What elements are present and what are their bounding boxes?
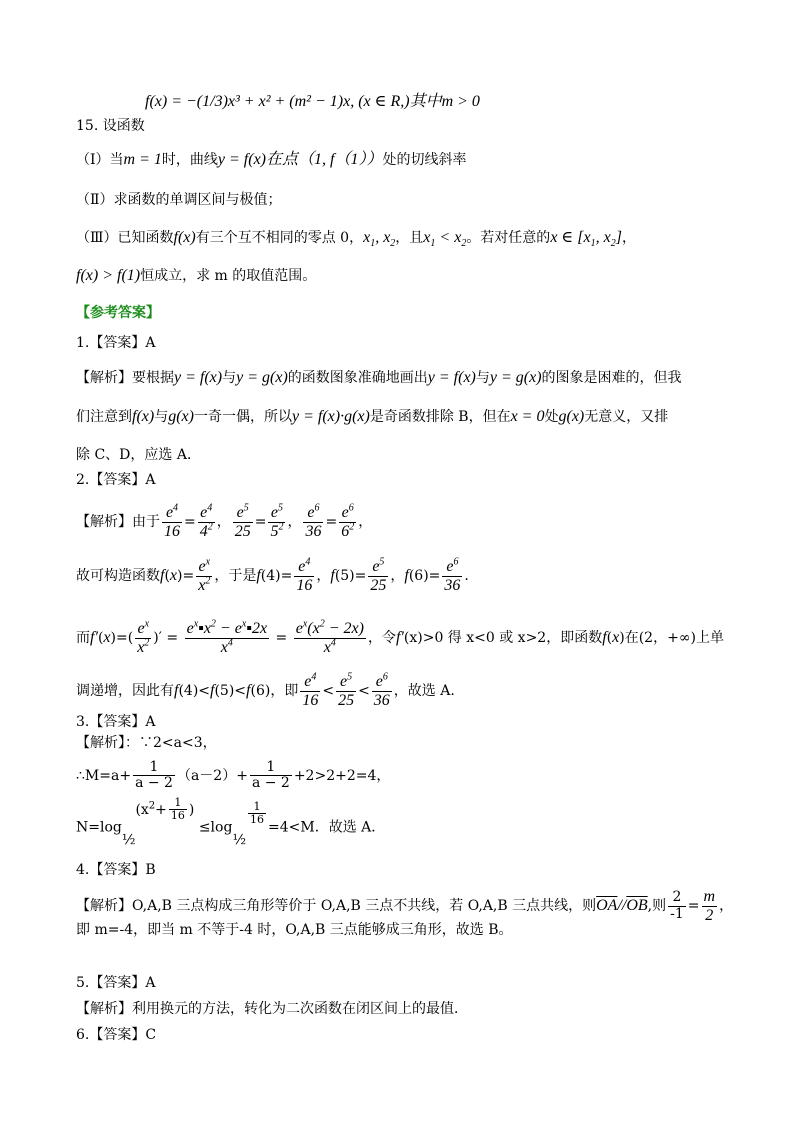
a1-line1: 【解析】要根据y = f(x)与y = g(x)的函数图象准确地画出y = f(x)与y = g(x)的图象是困难的，但我: [76, 369, 682, 386]
q15-part1-c: y = f(x)在点（1, f（1））: [217, 151, 383, 168]
a4-head-text: 4.【答案】B: [76, 862, 156, 878]
a2-l3-d: 在(2，+∞)上单: [624, 630, 724, 647]
a1-l2-d: 无意义，又排: [584, 409, 669, 425]
a2-line3: 而f′(x)=( $\frac{e^x}{x^2}$ )′ = $\frac{e^x▪x^2 - e^x▪2x}{x^4}$ = $\frac{e^x(x^2 - 2x)}{x^4}$ ，令f′(x)>0 得 x<0 或 x>2，即函数f(x)在(2，+∞)上单: [76, 618, 724, 656]
a2-l4-b: ，即: [270, 683, 299, 700]
a3-l3-b: ≤log: [198, 819, 233, 836]
a1-l1-b: 的函数图象准确地画出: [287, 370, 428, 386]
x-in-interval: x ∈ [$x_1$, $x_2$]: [550, 229, 622, 250]
q15-part1-a: （Ⅰ）当: [76, 152, 124, 168]
q15-part1: [76, 150, 466, 170]
a1-l1-a: 【解析】要根据: [76, 370, 174, 386]
q15-label: 15. 设函数: [76, 118, 145, 134]
a5-l1: 【解析】利用换元的方法，转化为二次函数在闭区间上的最值．: [76, 1001, 468, 1017]
a3-l2-a: ∴M=a+: [76, 767, 132, 784]
a3-l2-b: （a－2）+: [176, 767, 248, 784]
fx-gt-f1: f(x) > f(1): [76, 267, 141, 284]
q15-formula: [145, 92, 480, 112]
a3-head-text: 3.【答案】A: [76, 714, 156, 730]
q15-part3-c: ，且: [395, 230, 424, 246]
a3-line2: ∴M=a+ $\frac{1}{a - 2}$ （a－2）+ $\frac{1}{a - 2}$ +2>2+2=4，: [76, 759, 391, 792]
a2-l1-a: 【解析】由于: [76, 514, 160, 531]
q15-part1-b: 时，曲线: [161, 152, 218, 168]
a4-line2: [76, 920, 513, 940]
q15-part3-line2: [76, 266, 316, 286]
a4-l1-c: ，: [719, 898, 734, 915]
a2-l3-c: (x)>0 得 x<0 或 x>2，即函数: [403, 630, 603, 647]
q15-part2-text: （Ⅱ）求函数的单调区间与极值；: [76, 192, 282, 208]
a1-l1-c: 的图象是困难的，但我: [541, 370, 682, 386]
a2-l4-c: ，故选 A.: [393, 683, 455, 700]
a3-l3-c: =4<M．故选 A．: [268, 819, 386, 836]
a2-line2: 故可构造函数f(x)= $\frac{e^x}{x^2}$ ，于是f(4)= $\frac{e^4}{16}$ ，f(5)= $\frac{e^5}{25}$ ，f(6)= $\frac{e^6}{36}$ .: [76, 556, 469, 594]
a5-head: [76, 973, 155, 993]
a3-l1: 【解析】：∵2<a<3，: [76, 735, 217, 751]
a4-l1-b: ,则: [647, 898, 667, 915]
a1-head-text: 1.【答案】A: [76, 335, 156, 351]
a3-line3: $N=\log\frac{1}{2}(x^2+$ $\frac{1}{16}$ ) ≤log½ $\frac{1}{16}$ =4<M．故选 A．: [76, 796, 386, 848]
a3-line1: [76, 733, 217, 753]
a1-line3: [76, 445, 201, 465]
a4-head: [76, 860, 156, 880]
q15-part3-b: 有三个互不相同的零点 0，: [195, 230, 364, 246]
q15-part3: （Ⅲ）已知函数f(x)有三个互不相同的零点 0，$x_1$, $x_2$，且$x_1 < x_2$。若对任意的x ∈ [$x_1$, $x_2$]，: [76, 229, 636, 250]
x1-lt-x2: $x_1 < x_2$: [423, 229, 467, 250]
a2-line4: 调递增，因此有f(4)<f(5)<f(6)，即 $\frac{e^4}{16}$ < $\frac{e^5}{25}$ < $\frac{e^6}{36}$ ，故选 A.: [76, 671, 455, 709]
a5-line1: [76, 999, 468, 1019]
a1-l2-b: 一奇一偶，所以: [193, 409, 292, 425]
a1-l2-a: 们注意到: [76, 409, 132, 425]
fx-sym: f(x): [173, 229, 196, 246]
ref-answer-title: [76, 303, 160, 323]
q15-part1-d: 处的切线斜率: [382, 152, 467, 168]
a2-head: [76, 470, 155, 490]
a3-head: [76, 712, 155, 732]
a3-l2-c: +2>2+2=4，: [293, 767, 391, 784]
a1-l2-c: 是奇函数排除 B，但在: [369, 409, 511, 425]
x1x2-sym: $x_1$, $x_2$: [363, 229, 396, 250]
q15-part3-a: （Ⅲ）已知函数: [76, 230, 174, 246]
a5-head-text: 5.【答案】A: [76, 975, 156, 991]
q15-part2: [76, 190, 282, 210]
a2-line1: 【解析】由于 $\frac{e^4}{16}$ = $\frac{e^4}{4^2}$ ， $\frac{e^5}{25}$ = $\frac{e^5}{5^2}$ ， $\frac{e^6}{36}$ = $\frac{e^6}{6^2}$ ，: [76, 502, 373, 540]
q15-number: [76, 116, 145, 136]
a6-head-text: 6.【答案】C: [76, 1027, 157, 1043]
q15-formula-text: f(x) = −(1/3)x³ + x² + (m² − 1)x, (x ∈ R,)其中m > 0: [145, 93, 480, 110]
a2-l4-a: 调递增，因此有: [76, 683, 174, 700]
a4-line1: 【解析】O,A,B 三点构成三角形等价于 O,A,B 三点不共线，若 O,A,B 三点共线，则$\overline{OA}//\overline{OB}$,则 $\frac{2}{-1}$ = $\frac{m}{2}$ ，: [76, 888, 734, 924]
q15-part3-d: 。若对任意的: [466, 230, 551, 246]
a4-l1-a: 【解析】O,A,B 三点构成三角形等价于 O,A,B 三点不共线，若 O,A,B 三点共线，则: [76, 898, 597, 915]
a2-l3-b: ，令: [367, 630, 396, 647]
a1-head: [76, 333, 155, 353]
ref-title-text: 【参考答案】: [76, 305, 160, 321]
a2-l2-a: 故可构造函数: [76, 568, 160, 585]
a2-l2-b: ，于是: [214, 568, 257, 585]
a1-l3: 除 C、D，应选 A．: [76, 447, 201, 463]
a1-line2: 们注意到f(x)与g(x)一奇一偶，所以y = f(x)·g(x)是奇函数排除 B，但在x = 0处g(x)无意义，又排: [76, 408, 669, 425]
a4-l2: 即 m=-4，即当 m 不等于-4 时，O,A,B 三点能够成三角形，故选 B。: [76, 922, 513, 938]
a6-head: [76, 1025, 156, 1045]
q15-part1-m: m = 1: [123, 151, 162, 168]
a3-l3-a: N=log: [76, 819, 122, 836]
a2-head-text: 2.【答案】A: [76, 472, 156, 488]
q15-part3-e: 恒成立，求 m 的取值范围。: [140, 268, 317, 284]
a2-l3-a: 而: [76, 630, 90, 647]
